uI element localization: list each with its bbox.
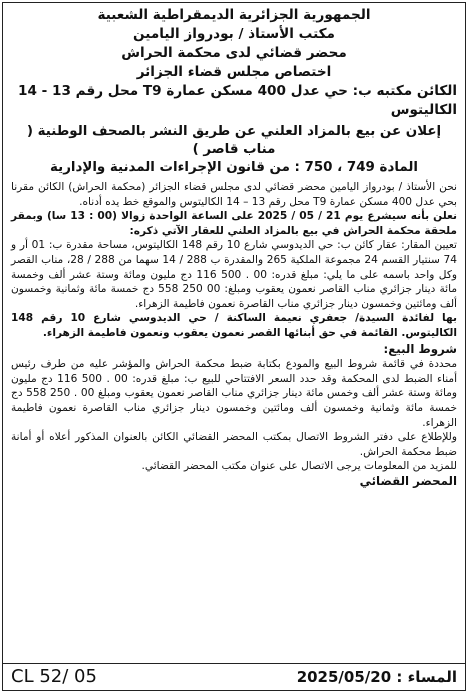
conditions-paragraph: محددة في قائمة شروط البيع والمودع بكتابة ضبط محكمة الحراش والمؤشر عليه من طرف رئيس أمناء الضبط لدى المحكمة وقد حدد السعر الافتتاحي للبيع ب: مبلغ قدره: 00 . 500 116 دج مليون ومائة وستة عشر ألف وخمس مائة دينار جزائري مناب القاصر نعمون يعقوب ومبلغ 00 . 250 558 دج خمسة مائة وثمانية وخمسون ألف ومائتين وخمسون دينار جزائري مناب القاصرة نعمون فاطيمة الزهراء.	[11, 358, 458, 429]
office-heading: مكتب الأستاذ / بودرواز اليامين	[133, 26, 335, 42]
intro-paragraph: نحن الأستاذ / بودرواز اليامين محضر قضائي لدى مجلس قضاء الجزائر (محكمة الحراش) الكائن مقرنا بحي عدل 400 مسكن عمارة T9 محل رقم 13 – 14 الكاليتوس والموقع خط يده أدناه.	[11, 181, 457, 208]
publication-date	[297, 668, 457, 686]
bailiff-heading: محضر قضائي لدى محكمة الحراش	[121, 45, 347, 61]
legal-notice	[2, 2, 466, 691]
office-address: الكائن مكتبه ب: حي عدل 400 مسكن عمارة T9 محل رقم 13 - 14 الكاليتوس	[18, 83, 457, 118]
conditions-heading: شروط البيع:	[383, 341, 457, 356]
notice-legal-article: المادة 749 ، 750 : من قانون الإجراءات المدنية والإدارية	[50, 160, 418, 175]
reference-code: CL 52/ 05	[11, 666, 97, 687]
date-label: المساء :	[396, 668, 457, 686]
owner-paragraph: بها لفائدة السيدة/ جعفري نعيمة الساكنة / حي الديدوسي شارع 10 رقم 148 الكاليتوس. القائمة في حق أبنائها القصر نعمون يعقوب ونعمون فاطيمة الزهراء.	[11, 312, 457, 339]
more-info-paragraph: للمزيد من المعلومات يرجى الاتصال على عنوان مكتب المحضر القضائي.	[141, 460, 457, 473]
jurisdiction-heading: اختصاص مجلس قضاء الجزائر	[136, 64, 332, 80]
footer-bar	[3, 663, 465, 690]
date-value: 2025/05/20	[296, 668, 392, 686]
property-paragraph: تعيين المقار: عقار كائن ب: حي الديدوسي شارع 10 رقم 148 الكاليتوس، مساحة مقدرة ب: 01 أر و 74 سنتيار القسم 24 مجموعة الملكية 265 والمقدرة ب 288 / 14 سهما من 288 / 28، مناب القصر وكل واحد باسمه على ما يلي: مبلغ قدره: 00 . 500 116 دج مليون ومائة وستة عشر ألف وخمسة مائة دينار جزائري مناب القاصر نعمون يعقوب ومبلغ: 00 250 558 دج خمسة مائة وثمانية وخمسون ألف ومائتين وخمسون دينار جزائري مناب القاصرة نعمون فاطيمة الزهراء.	[11, 239, 458, 310]
notice-title: إعلان عن بيع بالمزاد العلني عن طريق النشر بالصحف الوطنية ( مناب قاصر )	[26, 124, 442, 157]
republic-heading: الجمهورية الجزائرية الديمقراطية الشعبية	[97, 7, 371, 23]
signature: المحضر القضائي	[359, 473, 457, 488]
sale-notice-paragraph: نعلن بأنه سيشرع يوم 21 / 05 / 2025 على الساعة الواحدة زوالا (00 : 13 سا) وبمقر ملحقة محكمة الحراش في بيع بالمزاد العلني للعقار الآتي ذكره:	[11, 210, 457, 237]
consult-paragraph: وللإطلاع على دفتر الشروط الاتصال بمكتب المحضر القضائي الكائن بالعنوان المذكور أعلاه أو أمانة ضبط محكمة الحراش.	[11, 431, 457, 458]
